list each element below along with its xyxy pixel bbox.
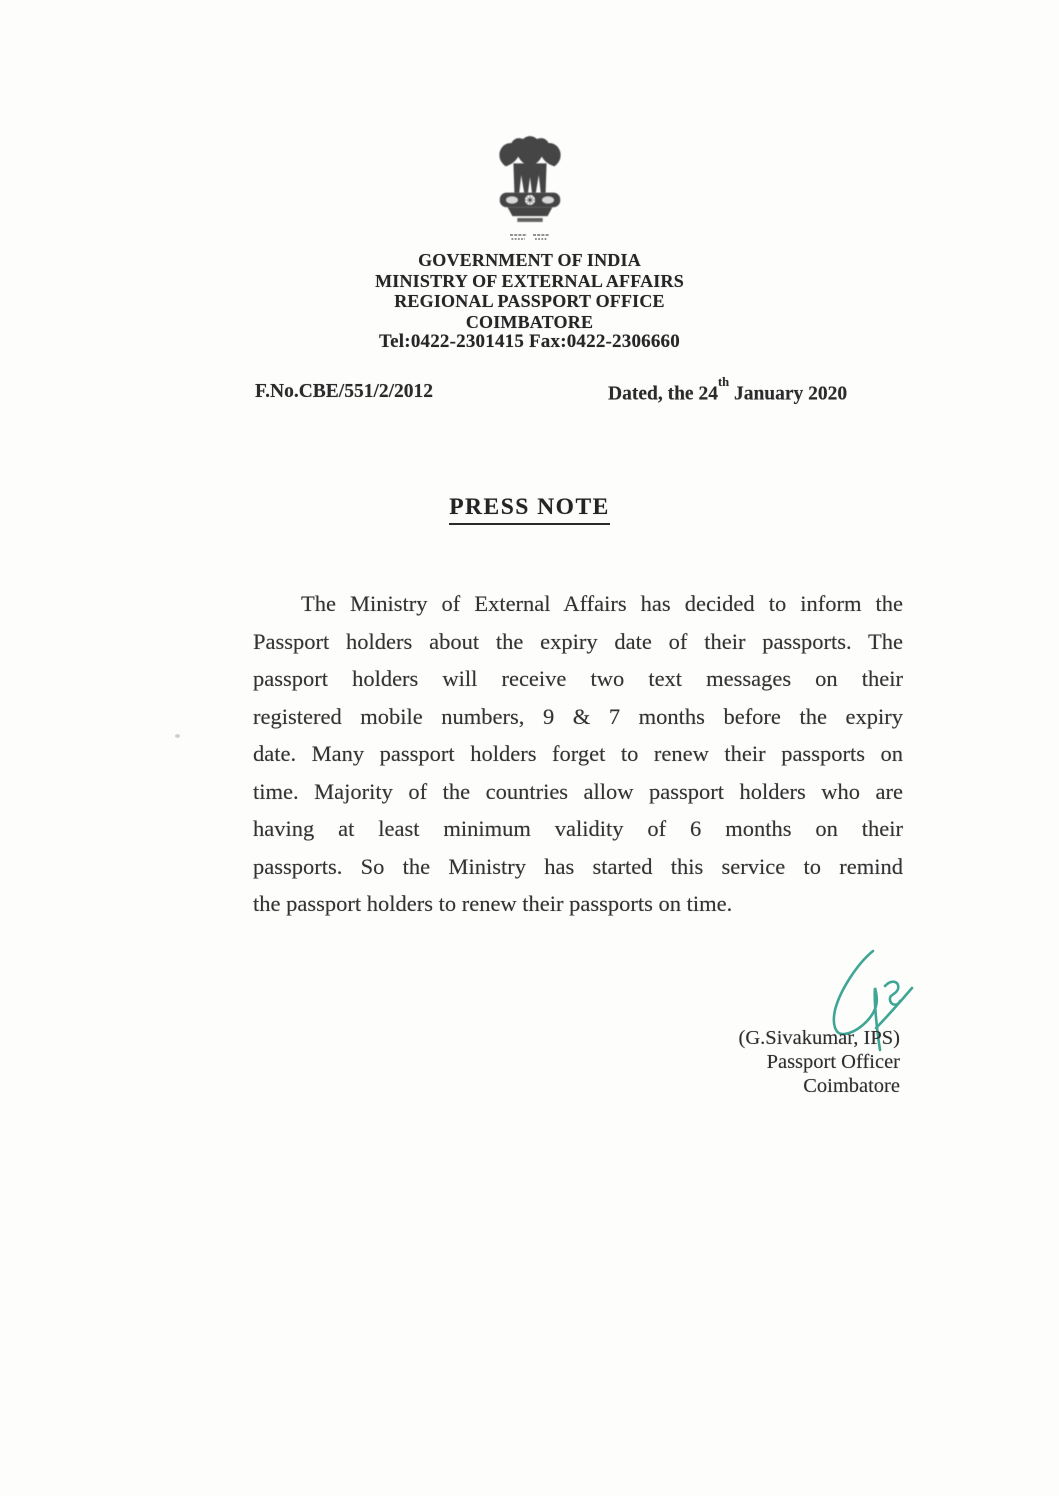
body-line: date. Many passport holders forget to renew their passports on — [253, 741, 903, 766]
signatory-name: (G.Sivakumar, IPS) — [738, 1027, 900, 1049]
title-row — [0, 494, 1059, 525]
file-number: F.No.CBE/551/2/2012 — [255, 381, 434, 402]
body-line: having at least minimum validity of 6 months on their — [253, 816, 903, 841]
emblem-motto-satyameva-jayate — [509, 233, 551, 242]
org-line-office: REGIONAL PASSPORT OFFICE — [394, 291, 665, 311]
page-title: PRESS NOTE — [449, 494, 610, 525]
body-line: Passport holders about the expiry date of their passports. The — [253, 628, 903, 654]
body-line: passports. So the Ministry has started this service to remind — [253, 853, 903, 879]
body-line: The Ministry of External Affairs has decided to inform the — [301, 591, 903, 616]
org-line-ministry: MINISTRY OF EXTERNAL AFFAIRS — [375, 270, 684, 291]
date-ordinal-suffix: th — [717, 375, 730, 389]
body-line: passport holders will receive two text messages on their — [253, 666, 903, 691]
signatory-place: Coimbatore — [803, 1075, 900, 1097]
body-line: time. Majority of the countries allow passport holders who are — [253, 778, 903, 804]
org-line-contact: Tel:0422-2301415 Fax:0422-2306660 — [379, 331, 680, 352]
org-line-city: COIMBATORE — [465, 311, 594, 332]
date-line: Dated, the 24th January 2020 — [608, 375, 848, 405]
letterhead — [0, 134, 1059, 353]
emblem — [491, 134, 569, 242]
emblem-of-india-icon — [491, 134, 569, 231]
body-line: registered mobile numbers, 9 & 7 months before the expiry — [253, 703, 903, 729]
org-line-government: GOVERNMENT OF INDIA — [418, 250, 641, 270]
signatory-designation: Passport Officer — [766, 1051, 900, 1073]
letterhead-lines — [375, 250, 684, 353]
signature-block — [739, 1026, 900, 1098]
scan-speck — [175, 734, 180, 738]
body-line: the passport holders to renew their passports on time. — [253, 891, 733, 916]
body-paragraph — [253, 585, 903, 923]
